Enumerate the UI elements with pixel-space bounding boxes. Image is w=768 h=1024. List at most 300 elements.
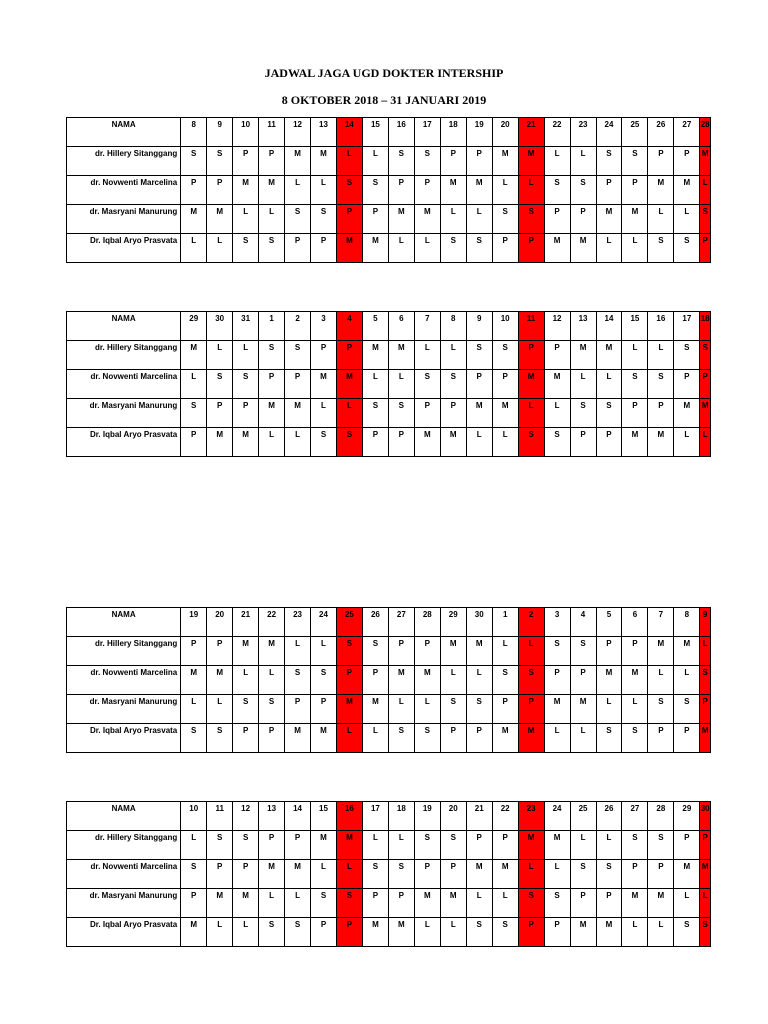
shift-cell: L	[311, 176, 337, 205]
shift-cell: M	[440, 176, 466, 205]
shift-cell: L	[285, 428, 311, 457]
shift-cell: P	[207, 176, 233, 205]
shift-cell: L	[596, 234, 622, 263]
shift-cell: L	[518, 399, 544, 428]
shift-cell: L	[648, 666, 674, 695]
shift-cell: M	[518, 831, 544, 860]
shift-cell: S	[674, 341, 700, 370]
shift-cell: M	[259, 637, 285, 666]
shift-cell: S	[622, 147, 648, 176]
shift-cell: L	[285, 637, 311, 666]
day-header: 2	[518, 608, 544, 637]
shift-cell: L	[700, 637, 711, 666]
day-header: 7	[414, 312, 440, 341]
day-header: 2	[285, 312, 311, 341]
shift-cell: S	[362, 399, 388, 428]
table-header-row	[67, 802, 711, 831]
shift-cell: P	[570, 666, 596, 695]
table-row	[67, 918, 711, 947]
shift-cell: L	[492, 176, 518, 205]
shift-cell: S	[414, 370, 440, 399]
shift-cell: M	[466, 637, 492, 666]
shift-cell: P	[233, 724, 259, 753]
shift-cell: M	[596, 918, 622, 947]
day-header: 22	[259, 608, 285, 637]
day-header: 25	[622, 118, 648, 147]
shift-cell: P	[492, 831, 518, 860]
shift-cell: P	[362, 889, 388, 918]
shift-cell: M	[596, 205, 622, 234]
table-row	[67, 428, 711, 457]
day-header: 25	[336, 608, 362, 637]
shift-cell: M	[648, 889, 674, 918]
shift-cell: M	[311, 831, 337, 860]
day-header: 23	[518, 802, 544, 831]
shift-cell: L	[544, 399, 570, 428]
shift-cell: S	[570, 637, 596, 666]
shift-cell: M	[466, 176, 492, 205]
shift-cell: P	[336, 666, 362, 695]
shift-cell: M	[518, 147, 544, 176]
shift-cell: L	[233, 918, 259, 947]
shift-cell: M	[544, 370, 570, 399]
shift-cell: S	[285, 205, 311, 234]
page-title: JADWAL JAGA UGD DOKTER INTERSHIP	[264, 66, 504, 80]
table-row	[67, 205, 711, 234]
shift-cell: M	[622, 205, 648, 234]
day-header: 30	[466, 608, 492, 637]
table-row	[67, 831, 711, 860]
shift-cell: M	[336, 234, 362, 263]
shift-cell: M	[336, 695, 362, 724]
shift-cell: S	[259, 695, 285, 724]
shift-cell: M	[466, 399, 492, 428]
shift-cell: S	[622, 831, 648, 860]
shift-cell: S	[233, 370, 259, 399]
shift-cell: P	[648, 147, 674, 176]
shift-cell: P	[440, 860, 466, 889]
day-header: 6	[388, 312, 414, 341]
doctor-name: dr. Novwenti Marcelina	[67, 860, 181, 889]
day-header: 10	[492, 312, 518, 341]
shift-cell: M	[388, 666, 414, 695]
shift-cell: L	[622, 695, 648, 724]
shift-cell: S	[492, 205, 518, 234]
shift-cell: M	[233, 637, 259, 666]
shift-cell: L	[181, 234, 207, 263]
shift-cell: P	[414, 176, 440, 205]
day-header: 5	[362, 312, 388, 341]
shift-cell: P	[311, 234, 337, 263]
schedule-table-3	[66, 607, 711, 753]
shift-cell: P	[259, 147, 285, 176]
doctor-name: dr. Hillery Sitanggang	[67, 637, 181, 666]
name-column-header: NAMA	[67, 312, 181, 341]
shift-cell: M	[440, 428, 466, 457]
shift-cell: L	[518, 860, 544, 889]
shift-cell: L	[285, 889, 311, 918]
shift-cell: L	[414, 234, 440, 263]
shift-cell: P	[285, 370, 311, 399]
day-header: 13	[259, 802, 285, 831]
shift-cell: L	[181, 695, 207, 724]
shift-cell: P	[440, 399, 466, 428]
shift-cell: M	[570, 234, 596, 263]
shift-cell: P	[440, 147, 466, 176]
day-header: 12	[285, 118, 311, 147]
day-header: 17	[674, 312, 700, 341]
shift-cell: M	[285, 399, 311, 428]
shift-cell: P	[181, 889, 207, 918]
shift-cell: S	[388, 147, 414, 176]
day-header: 22	[492, 802, 518, 831]
shift-cell: P	[544, 205, 570, 234]
day-header: 27	[674, 118, 700, 147]
day-header: 8	[674, 608, 700, 637]
shift-cell: S	[414, 831, 440, 860]
shift-cell: L	[596, 695, 622, 724]
shift-cell: S	[440, 695, 466, 724]
shift-cell: S	[648, 234, 674, 263]
doctor-name: dr. Masryani Manurung	[67, 399, 181, 428]
shift-cell: M	[518, 724, 544, 753]
shift-cell: S	[440, 234, 466, 263]
shift-cell: S	[207, 724, 233, 753]
shift-cell: L	[518, 637, 544, 666]
day-header: 26	[596, 802, 622, 831]
day-header: 30	[700, 802, 711, 831]
shift-cell: P	[362, 666, 388, 695]
shift-cell: M	[207, 666, 233, 695]
schedule-table-2	[66, 311, 711, 457]
shift-cell: S	[596, 860, 622, 889]
shift-cell: M	[570, 695, 596, 724]
shift-cell: P	[648, 399, 674, 428]
shift-cell: L	[259, 428, 285, 457]
doctor-name: dr. Hillery Sitanggang	[67, 831, 181, 860]
day-header: 17	[414, 118, 440, 147]
shift-cell: P	[362, 205, 388, 234]
table-row	[67, 889, 711, 918]
doctor-name: dr. Masryani Manurung	[67, 695, 181, 724]
shift-cell: S	[544, 176, 570, 205]
shift-cell: M	[207, 889, 233, 918]
doctor-name: Dr. Iqbal Aryo Prasvata	[67, 234, 181, 263]
name-column-header: NAMA	[67, 118, 181, 147]
shift-cell: L	[207, 234, 233, 263]
doctor-name: dr. Novwenti Marcelina	[67, 666, 181, 695]
shift-cell: M	[596, 666, 622, 695]
shift-cell: L	[622, 341, 648, 370]
shift-cell: M	[311, 724, 337, 753]
shift-cell: S	[285, 666, 311, 695]
shift-cell: L	[596, 831, 622, 860]
shift-cell: M	[674, 176, 700, 205]
shift-cell: P	[466, 831, 492, 860]
shift-cell: S	[622, 370, 648, 399]
shift-cell: L	[596, 370, 622, 399]
day-header: 22	[544, 118, 570, 147]
shift-cell: P	[207, 860, 233, 889]
shift-cell: M	[674, 637, 700, 666]
shift-cell: L	[570, 831, 596, 860]
shift-cell: M	[414, 889, 440, 918]
shift-cell: L	[207, 918, 233, 947]
shift-cell: P	[570, 428, 596, 457]
shift-cell: M	[388, 341, 414, 370]
shift-cell: M	[259, 860, 285, 889]
shift-cell: P	[233, 860, 259, 889]
day-header: 11	[259, 118, 285, 147]
shift-cell: S	[544, 428, 570, 457]
shift-cell: P	[492, 370, 518, 399]
shift-cell: P	[648, 860, 674, 889]
shift-cell: M	[414, 666, 440, 695]
day-header: 21	[518, 118, 544, 147]
day-header: 23	[285, 608, 311, 637]
shift-cell: L	[362, 370, 388, 399]
day-header: 23	[570, 118, 596, 147]
shift-cell: P	[388, 176, 414, 205]
shift-cell: P	[700, 831, 711, 860]
shift-cell: L	[311, 637, 337, 666]
shift-cell: S	[259, 234, 285, 263]
shift-cell: L	[233, 666, 259, 695]
day-header: 1	[492, 608, 518, 637]
doctor-name: Dr. Iqbal Aryo Prasvata	[67, 918, 181, 947]
shift-cell: S	[596, 147, 622, 176]
shift-cell: M	[207, 428, 233, 457]
shift-cell: M	[414, 428, 440, 457]
day-header: 31	[233, 312, 259, 341]
shift-cell: S	[207, 370, 233, 399]
shift-cell: S	[181, 147, 207, 176]
shift-cell: S	[336, 176, 362, 205]
shift-cell: M	[622, 666, 648, 695]
shift-cell: S	[518, 205, 544, 234]
shift-cell: S	[440, 831, 466, 860]
shift-cell: L	[674, 889, 700, 918]
shift-cell: S	[544, 889, 570, 918]
shift-cell: S	[466, 234, 492, 263]
shift-cell: P	[492, 695, 518, 724]
shift-cell: S	[336, 889, 362, 918]
shift-cell: L	[336, 399, 362, 428]
doctor-name: dr. Novwenti Marcelina	[67, 176, 181, 205]
shift-cell: P	[181, 176, 207, 205]
shift-cell: S	[466, 341, 492, 370]
shift-cell: M	[700, 399, 711, 428]
day-header: 13	[570, 312, 596, 341]
shift-cell: M	[362, 918, 388, 947]
shift-cell: P	[311, 918, 337, 947]
shift-cell: P	[285, 234, 311, 263]
shift-cell: M	[388, 205, 414, 234]
day-header: 28	[414, 608, 440, 637]
table-row	[67, 399, 711, 428]
shift-cell: M	[700, 860, 711, 889]
shift-cell: S	[336, 637, 362, 666]
day-header: 11	[207, 802, 233, 831]
day-header: 19	[181, 608, 207, 637]
shift-cell: M	[674, 399, 700, 428]
shift-cell: P	[233, 147, 259, 176]
shift-cell: S	[388, 399, 414, 428]
day-header: 3	[544, 608, 570, 637]
shift-cell: P	[570, 889, 596, 918]
shift-cell: L	[570, 147, 596, 176]
shift-cell: S	[674, 918, 700, 947]
shift-cell: P	[388, 889, 414, 918]
shift-cell: L	[233, 205, 259, 234]
day-header: 21	[466, 802, 492, 831]
shift-cell: P	[414, 860, 440, 889]
shift-cell: S	[648, 831, 674, 860]
shift-cell: S	[570, 860, 596, 889]
day-header: 16	[336, 802, 362, 831]
shift-cell: M	[388, 918, 414, 947]
shift-cell: P	[596, 176, 622, 205]
page-subtitle: 8 OKTOBER 2018 – 31 JANUARI 2019	[281, 93, 487, 107]
shift-cell: L	[700, 176, 711, 205]
shift-cell: M	[648, 428, 674, 457]
shift-cell: S	[259, 918, 285, 947]
schedule-table-1	[66, 117, 711, 263]
shift-cell: P	[181, 637, 207, 666]
day-header: 5	[596, 608, 622, 637]
shift-cell: L	[362, 147, 388, 176]
shift-cell: M	[362, 234, 388, 263]
shift-cell: L	[440, 341, 466, 370]
table-row	[67, 637, 711, 666]
shift-cell: P	[233, 399, 259, 428]
shift-cell: M	[648, 176, 674, 205]
shift-cell: S	[207, 831, 233, 860]
shift-cell: M	[544, 695, 570, 724]
shift-cell: L	[700, 889, 711, 918]
shift-cell: S	[700, 205, 711, 234]
table-row	[67, 724, 711, 753]
shift-cell: S	[570, 176, 596, 205]
shift-cell: S	[596, 399, 622, 428]
shift-cell: S	[233, 695, 259, 724]
day-header: 20	[207, 608, 233, 637]
shift-cell: M	[414, 205, 440, 234]
shift-cell: S	[362, 860, 388, 889]
day-header: 28	[648, 802, 674, 831]
shift-cell: L	[388, 831, 414, 860]
shift-cell: P	[700, 695, 711, 724]
day-header: 15	[362, 118, 388, 147]
shift-cell: L	[388, 695, 414, 724]
day-header: 14	[336, 118, 362, 147]
shift-cell: P	[388, 637, 414, 666]
day-header: 29	[440, 608, 466, 637]
shift-cell: L	[622, 234, 648, 263]
shift-cell: M	[233, 889, 259, 918]
shift-cell: L	[336, 724, 362, 753]
shift-cell: M	[233, 176, 259, 205]
shift-cell: L	[440, 205, 466, 234]
day-header: 14	[596, 312, 622, 341]
shift-cell: P	[388, 428, 414, 457]
day-header: 4	[336, 312, 362, 341]
shift-cell: P	[492, 234, 518, 263]
shift-cell: S	[518, 889, 544, 918]
shift-cell: S	[492, 341, 518, 370]
shift-cell: P	[700, 370, 711, 399]
shift-cell: S	[233, 831, 259, 860]
shift-cell: M	[336, 831, 362, 860]
shift-cell: L	[648, 918, 674, 947]
shift-cell: P	[544, 341, 570, 370]
shift-cell: S	[700, 918, 711, 947]
shift-cell: P	[596, 889, 622, 918]
name-column-header: NAMA	[67, 608, 181, 637]
shift-cell: S	[544, 637, 570, 666]
shift-cell: P	[622, 176, 648, 205]
day-header: 12	[233, 802, 259, 831]
day-header: 16	[648, 312, 674, 341]
day-header: 27	[388, 608, 414, 637]
shift-cell: S	[570, 399, 596, 428]
shift-cell: M	[570, 341, 596, 370]
shift-cell: M	[311, 147, 337, 176]
shift-cell: P	[518, 341, 544, 370]
shift-cell: S	[362, 637, 388, 666]
day-header: 25	[570, 802, 596, 831]
shift-cell: M	[181, 918, 207, 947]
shift-cell: L	[207, 695, 233, 724]
shift-cell: L	[414, 695, 440, 724]
day-header: 20	[492, 118, 518, 147]
shift-cell: S	[700, 341, 711, 370]
shift-cell: L	[259, 666, 285, 695]
doctor-name: dr. Hillery Sitanggang	[67, 341, 181, 370]
shift-cell: P	[285, 831, 311, 860]
shift-cell: P	[518, 234, 544, 263]
shift-cell: M	[440, 637, 466, 666]
shift-cell: P	[336, 205, 362, 234]
shift-cell: L	[181, 370, 207, 399]
day-header: 9	[700, 608, 711, 637]
shift-cell: S	[674, 695, 700, 724]
shift-cell: L	[570, 370, 596, 399]
shift-cell: P	[414, 637, 440, 666]
doctor-name: dr. Masryani Manurung	[67, 889, 181, 918]
shift-cell: S	[492, 666, 518, 695]
shift-cell: P	[311, 341, 337, 370]
day-header: 8	[181, 118, 207, 147]
shift-cell: M	[648, 637, 674, 666]
shift-cell: S	[674, 234, 700, 263]
day-header: 21	[233, 608, 259, 637]
day-header: 10	[233, 118, 259, 147]
day-header: 16	[388, 118, 414, 147]
day-header: 8	[440, 312, 466, 341]
shift-cell: M	[544, 831, 570, 860]
day-header: 9	[466, 312, 492, 341]
shift-cell: P	[207, 399, 233, 428]
shift-cell: L	[674, 666, 700, 695]
shift-cell: P	[181, 428, 207, 457]
doctor-name: dr. Novwenti Marcelina	[67, 370, 181, 399]
shift-cell: M	[622, 428, 648, 457]
shift-cell: M	[440, 889, 466, 918]
shift-cell: S	[311, 666, 337, 695]
doctor-name: Dr. Iqbal Aryo Prasvata	[67, 428, 181, 457]
shift-cell: M	[285, 724, 311, 753]
